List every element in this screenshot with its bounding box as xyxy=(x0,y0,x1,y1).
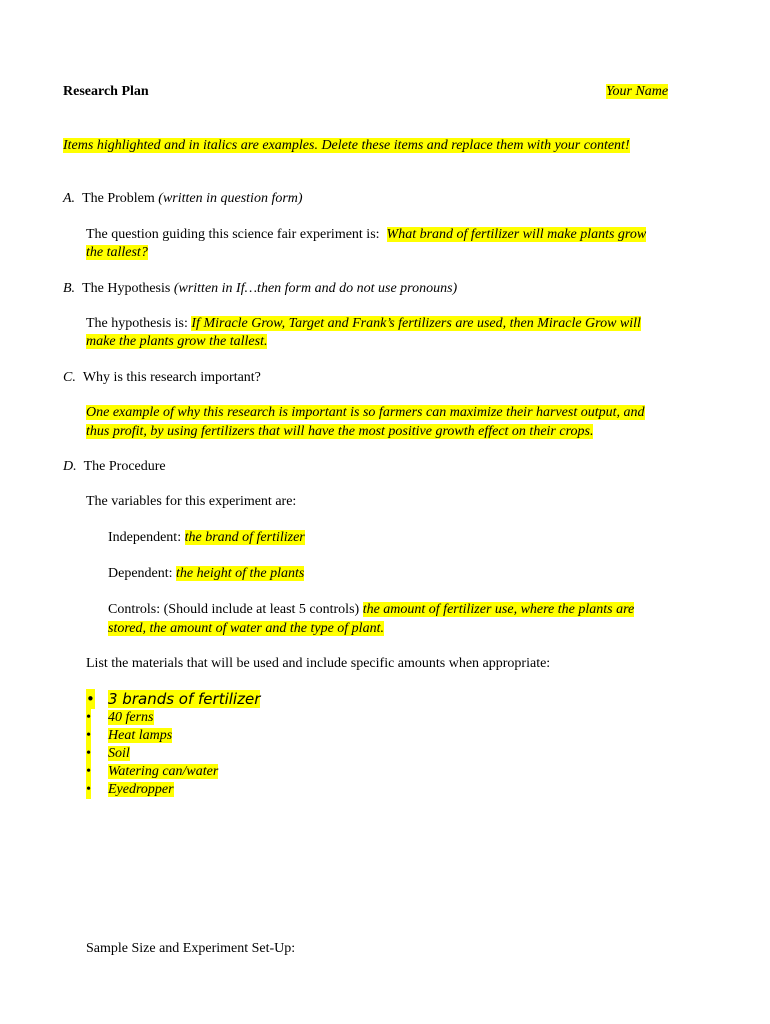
section-a-note: (written in question form) xyxy=(158,191,303,206)
list-item xyxy=(86,781,260,799)
section-d-letter: D. xyxy=(63,459,77,474)
instructions-text: Items highlighted and in italics are examples. Delete these items and replace them with your content! xyxy=(63,138,630,153)
section-a-heading xyxy=(63,190,303,208)
controls-example-line1: the amount of fertilizer use, where the plants are xyxy=(362,602,635,617)
controls-example-line2: stored, the amount of water and the type of plant. xyxy=(108,621,384,636)
controls-variable xyxy=(108,601,634,619)
section-a-letter: A. xyxy=(63,191,76,206)
sample-size-heading: Sample Size and Experiment Set-Up: xyxy=(86,941,296,956)
independent-label: Independent: xyxy=(108,530,182,545)
list-item xyxy=(86,709,260,727)
name-placeholder-text: Your Name xyxy=(606,84,669,99)
dependent-variable xyxy=(108,565,304,583)
dependent-label: Dependent: xyxy=(108,566,173,581)
instructions xyxy=(63,137,630,155)
bullet-icon: • xyxy=(86,764,91,779)
section-d-title: The Procedure xyxy=(83,459,166,474)
materials-list xyxy=(86,689,260,799)
list-item xyxy=(86,745,260,763)
section-b-note: (written in If…then form and do not use pronouns) xyxy=(173,281,458,296)
independent-variable xyxy=(108,529,305,547)
section-a-title: The Problem xyxy=(82,191,155,206)
dependent-example: the height of the plants xyxy=(176,566,305,581)
materials-intro: List the materials that will be used and include specific amounts when appropriate: xyxy=(86,656,551,671)
section-b-title: The Hypothesis xyxy=(82,281,171,296)
material-item-text: Heat lamps xyxy=(108,728,173,743)
section-c-example-line1: One example of why this research is important is so farmers can maximize their harvest output, and xyxy=(86,405,645,420)
section-b-example-line2: make the plants grow the tallest. xyxy=(86,334,268,349)
section-a-example-line1: What brand of fertilizer will make plants grow xyxy=(386,227,647,242)
bullet-icon: • xyxy=(86,728,91,743)
section-a-text-cont xyxy=(86,244,148,262)
section-b-letter: B. xyxy=(63,281,76,296)
bullet-icon: • xyxy=(86,710,91,725)
section-b-intro: The hypothesis is: xyxy=(86,316,188,331)
material-item-text: 3 brands of fertilizer xyxy=(108,690,261,708)
section-b-text xyxy=(86,315,641,333)
section-c-example-line2: thus profit, by using fertilizers that will have the most positive growth effect on their crops. xyxy=(86,424,594,439)
page-title: Research Plan xyxy=(63,84,149,99)
section-b-heading xyxy=(63,280,457,298)
material-item-text: Soil xyxy=(108,746,130,761)
section-c-title: Why is this research important? xyxy=(82,370,261,385)
section-b-text-cont xyxy=(86,333,267,351)
section-d-heading xyxy=(63,458,166,476)
section-c-example xyxy=(86,404,645,422)
list-item xyxy=(86,763,260,781)
section-c-example-cont xyxy=(86,423,593,441)
bullet-icon: • xyxy=(86,746,91,761)
name-placeholder xyxy=(606,83,668,101)
bullet-icon: • xyxy=(86,690,95,708)
independent-example: the brand of fertilizer xyxy=(184,530,305,545)
controls-label: Controls: (Should include at least 5 controls) xyxy=(108,602,360,617)
material-item-text: Eyedropper xyxy=(108,782,174,797)
section-a-example-line2: the tallest? xyxy=(86,245,148,260)
section-a-intro: The question guiding this science fair experiment is: xyxy=(86,227,380,242)
material-item-text: Watering can/water xyxy=(108,764,219,779)
variables-intro: The variables for this experiment are: xyxy=(86,494,297,509)
list-item xyxy=(86,727,260,745)
section-c-heading xyxy=(63,369,261,387)
list-item xyxy=(86,689,260,709)
section-a-text xyxy=(86,226,646,244)
section-b-example-line1: If Miracle Grow, Target and Frank’s fertilizers are used, then Miracle Grow will xyxy=(191,316,641,331)
material-item-text: 40 ferns xyxy=(108,710,154,725)
bullet-icon: • xyxy=(86,782,91,797)
controls-variable-cont xyxy=(108,620,384,638)
section-c-letter: C. xyxy=(63,370,76,385)
